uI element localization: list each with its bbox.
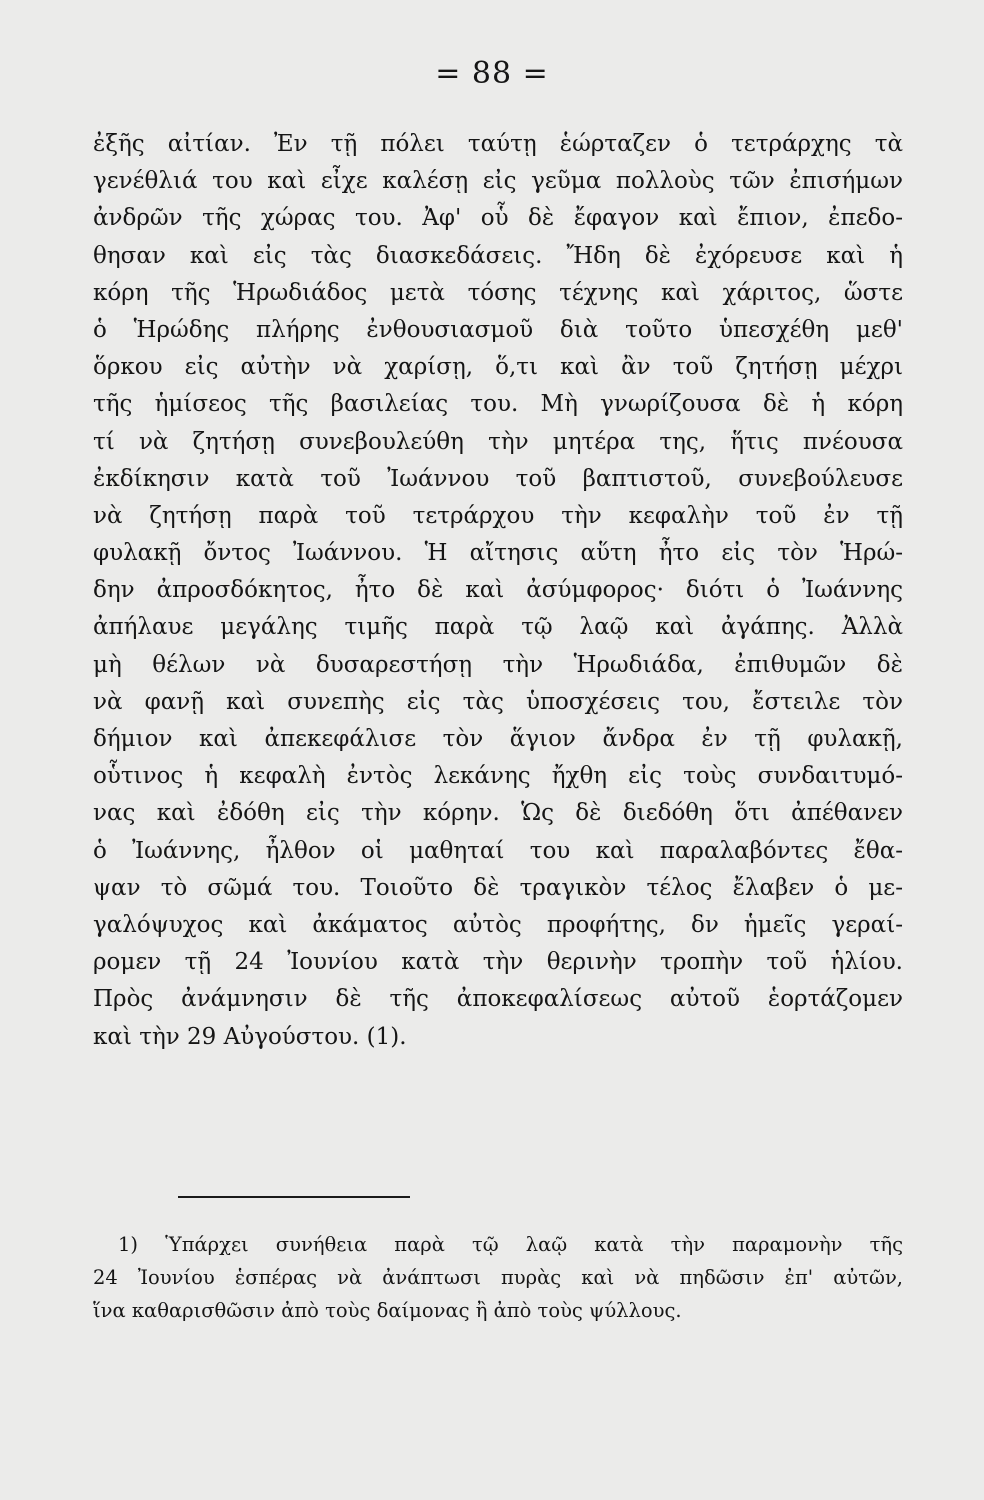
text-line: ψαν τὸ σῶμά του. Τοιοῦτο δὲ τραγικὸν τέλος ἔλαβεν ὁ με- <box>93 874 903 901</box>
text-line: καὶ τὴν 29 Αὐγούστου. (1). <box>93 1023 407 1050</box>
text-line: ὁ Ἡρώδης πλήρης ἐνθουσιασμοῦ διὰ τοῦτο ὑπεσχέθη μεθ' <box>93 316 903 343</box>
page-number: = 88 = <box>435 56 549 91</box>
text-line: νὰ ζητήσῃ παρὰ τοῦ τετράρχου τὴν κεφαλὴν τοῦ ἐν τῇ <box>93 502 903 529</box>
text-line: θησαν καὶ εἰς τὰς διασκεδάσεις. Ἤδη δὲ ἐχόρευσε καὶ ἡ <box>93 242 903 269</box>
text-line: ρομεν τῇ 24 Ἰουνίου κατὰ τὴν θερινὴν τροπὴν τοῦ ἡλίου. <box>93 949 903 976</box>
text-line: γαλόψυχος καὶ ἀκάματος αὐτὸς προφήτης, δν ἡμεῖς γεραί- <box>93 911 903 938</box>
text-line: Πρὸς ἀνάμνησιν δὲ τῆς ἀποκεφαλίσεως αὐτοῦ ἑορτάζομεν <box>93 986 903 1013</box>
text-line: δην ἀπροσδόκητος, ἦτο δὲ καὶ ἀσύμφορος· διότι ὁ Ἰωάννης <box>93 577 903 604</box>
footnote-line: 24 Ἰουνίου ἑσπέρας νὰ ἀνάπτωσι πυρὰς καὶ νὰ πηδῶσιν ἐπ' αὐτῶν, <box>93 1266 903 1289</box>
text-line: μὴ θέλων νὰ δυσαρεστήσῃ τὴν Ἡρωδιάδα, ἐπιθυμῶν δὲ <box>93 651 903 678</box>
text-line: ἐκδίκησιν κατὰ τοῦ Ἰωάννου τοῦ βαπτιστοῦ, συνεβούλευσε <box>93 465 903 492</box>
text-line: τί νὰ ζητήσῃ συνεβουλεύθη τὴν μητέρα της, ἥτις πνέουσα <box>93 428 903 455</box>
text-line: γενέθλιά του καὶ εἶχε καλέσῃ εἰς γεῦμα πολλοὺς τῶν ἐπισήμων <box>93 168 903 195</box>
text-line: οὗτινος ἡ κεφαλὴ ἐντὸς λεκάνης ἤχθη εἰς τοὺς συνδαιτυμό- <box>93 763 903 790</box>
footnote-line: ἵνα καθαρισθῶσιν ἀπὸ τοὺς δαίμονας ἢ ἀπὸ τοὺς ψύλλους. <box>93 1299 682 1322</box>
text-line: ἀπήλαυε μεγάλης τιμῆς παρὰ τῷ λαῷ καὶ ἀγάπης. Ἀλλὰ <box>93 614 903 641</box>
text-line: δήμιον καὶ ἀπεκεφάλισε τὸν ἅγιον ἄνδρα ἐν τῇ φυλακῇ, <box>93 726 903 752</box>
text-line: ἀνδρῶν τῆς χώρας του. Ἀφ' οὗ δὲ ἔφαγον καὶ ἔπιον, ἐπεδο- <box>93 205 903 232</box>
footnote <box>93 1228 903 1327</box>
main-text <box>93 126 903 1056</box>
text-line: νας καὶ ἐδόθη εἰς τὴν κόρην. Ὡς δὲ διεδόθη ὅτι ἀπέθανεν <box>93 800 903 827</box>
text-line: ὁ Ἰωάννης, ἦλθον οἱ μαθηταί του καὶ παραλαβόντες ἔθα- <box>93 837 903 864</box>
text-line: τῆς ἡμίσεος τῆς βασιλείας του. Μὴ γνωρίζουσα δὲ ἡ κόρη <box>93 391 903 418</box>
text-line: κόρη τῆς Ἡρωδιάδος μετὰ τόσης τέχνης καὶ χάριτος, ὥστε <box>93 279 903 306</box>
footnote-divider <box>178 1196 410 1198</box>
text-line: ἐξῆς αἰτίαν. Ἐν τῇ πόλει ταύτῃ ἑώρταζεν ὁ τετράρχης τὰ <box>93 131 903 157</box>
text-line: νὰ φανῇ καὶ συνεπὴς εἰς τὰς ὑποσχέσεις του, ἔστειλε τὸν <box>93 688 903 715</box>
text-line: ὅρκου εἰς αὐτὴν νὰ χαρίσῃ, ὅ,τι καὶ ἂν τοῦ ζητήσῃ μέχρι <box>93 354 903 381</box>
footnote-line: 1) Ὑπάρχει συνήθεια παρὰ τῷ λαῷ κατὰ τὴν παραμονὴν τῆς <box>118 1233 903 1256</box>
text-line: φυλακῇ ὄντος Ἰωάννου. Ἡ αἴτησις αὕτη ἦτο εἰς τὸν Ἡρώ- <box>93 540 903 567</box>
